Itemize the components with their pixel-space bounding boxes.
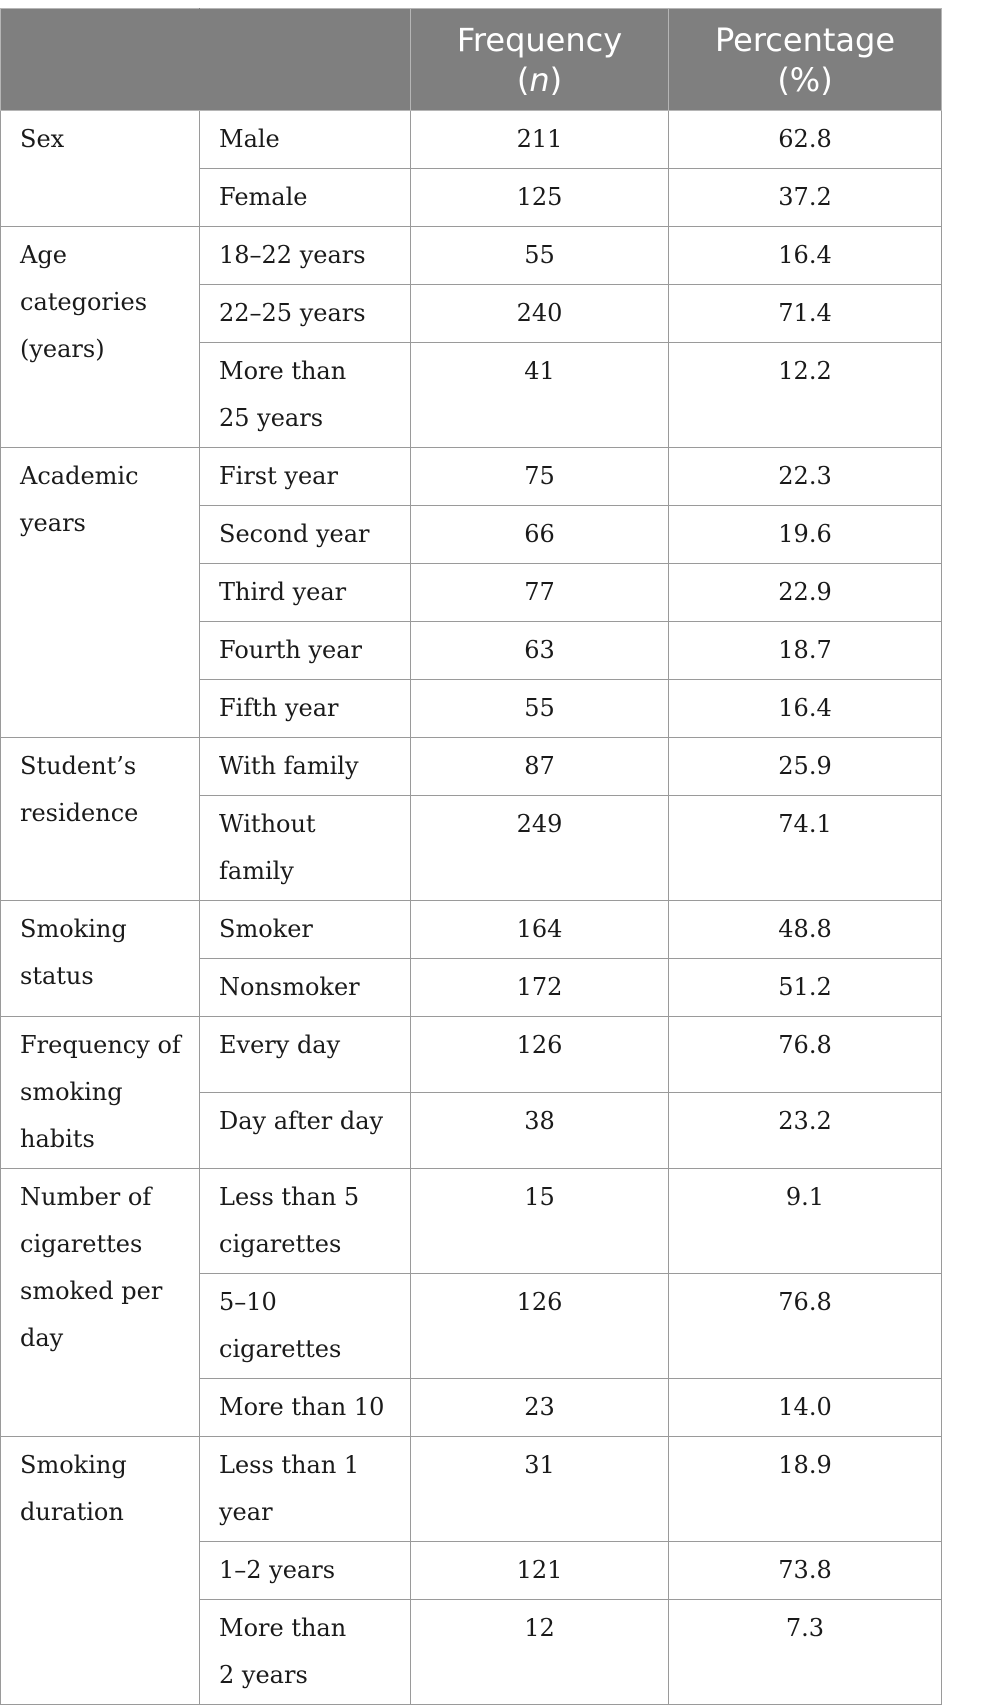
frequency-value: 66 (411, 506, 669, 564)
frequency-value: 63 (411, 622, 669, 680)
category-label: 18–22 years (200, 227, 411, 285)
percentage-value: 16.4 (669, 680, 942, 738)
frequency-value: 164 (411, 901, 669, 959)
percentage-value: 16.4 (669, 227, 942, 285)
variable-label: Academic years (1, 448, 200, 738)
category-label: Without family (200, 796, 411, 901)
frequency-value: 15 (411, 1169, 669, 1274)
frequency-value: 55 (411, 680, 669, 738)
category-label: 5–10 cigarettes (200, 1274, 411, 1379)
category-label: 1–2 years (200, 1542, 411, 1600)
percentage-value: 19.6 (669, 506, 942, 564)
category-label: More than 25 years (200, 343, 411, 448)
percentage-value: 18.9 (669, 1437, 942, 1542)
category-label: Male (200, 111, 411, 169)
variable-label: Sex (1, 111, 200, 227)
frequency-value: 38 (411, 1093, 669, 1169)
percentage-value: 71.4 (669, 285, 942, 343)
frequency-value: 121 (411, 1542, 669, 1600)
frequency-value: 75 (411, 448, 669, 506)
frequency-value: 126 (411, 1274, 669, 1379)
table-row (1, 738, 942, 796)
category-label: More than 2 years (200, 1600, 411, 1705)
demographics-table (0, 8, 942, 1705)
frequency-value: 55 (411, 227, 669, 285)
percentage-value: 9.1 (669, 1169, 942, 1274)
frequency-value: 31 (411, 1437, 669, 1542)
category-label: Third year (200, 564, 411, 622)
percentage-value: 73.8 (669, 1542, 942, 1600)
category-label: Less than 1 year (200, 1437, 411, 1542)
frequency-value: 240 (411, 285, 669, 343)
percentage-value: 23.2 (669, 1093, 942, 1169)
percentage-value: 51.2 (669, 959, 942, 1017)
variable-label: Smoking status (1, 901, 200, 1017)
category-label: Fourth year (200, 622, 411, 680)
percentage-value: 76.8 (669, 1017, 942, 1093)
table-header (1, 9, 942, 111)
frequency-value: 77 (411, 564, 669, 622)
frequency-value: 23 (411, 1379, 669, 1437)
header-row (1, 9, 942, 111)
header-percentage-unit: (%) (777, 60, 833, 99)
header-frequency-symbol: n (529, 60, 550, 99)
frequency-value: 172 (411, 959, 669, 1017)
category-label: Smoker (200, 901, 411, 959)
percentage-value: 12.2 (669, 343, 942, 448)
percentage-value: 22.9 (669, 564, 942, 622)
percentage-value: 25.9 (669, 738, 942, 796)
percentage-value: 74.1 (669, 796, 942, 901)
table-body (1, 111, 942, 1705)
table-row (1, 901, 942, 959)
table-row (1, 1169, 942, 1274)
table-row (1, 1437, 942, 1542)
table-row (1, 111, 942, 169)
frequency-value: 87 (411, 738, 669, 796)
category-label: Every day (200, 1017, 411, 1093)
table-row (1, 227, 942, 285)
frequency-value: 126 (411, 1017, 669, 1093)
header-frequency: Frequency (n) (411, 9, 669, 111)
percentage-value: 22.3 (669, 448, 942, 506)
category-label: First year (200, 448, 411, 506)
category-label: Fifth year (200, 680, 411, 738)
header-blank-variable (1, 9, 200, 111)
variable-label: Smoking duration (1, 1437, 200, 1705)
variable-label: Age categories (years) (1, 227, 200, 448)
percentage-value: 48.8 (669, 901, 942, 959)
category-label: 22–25 years (200, 285, 411, 343)
table-row (1, 1017, 942, 1093)
header-frequency-label: Frequency (456, 20, 623, 59)
percentage-value: 37.2 (669, 169, 942, 227)
category-label: Less than 5 cigarettes (200, 1169, 411, 1274)
frequency-value: 41 (411, 343, 669, 448)
variable-label: Number of cigarettes smoked per day (1, 1169, 200, 1437)
header-percentage (669, 9, 942, 111)
category-label: More than 10 (200, 1379, 411, 1437)
frequency-value: 125 (411, 169, 669, 227)
category-label: Day after day (200, 1093, 411, 1169)
variable-label: Frequency of smoking habits (1, 1017, 200, 1169)
frequency-value: 249 (411, 796, 669, 901)
percentage-value: 14.0 (669, 1379, 942, 1437)
category-label: Female (200, 169, 411, 227)
frequency-value: 12 (411, 1600, 669, 1705)
table-row (1, 448, 942, 506)
frequency-value: 211 (411, 111, 669, 169)
category-label: Second year (200, 506, 411, 564)
header-percentage-label: Percentage (714, 20, 895, 59)
category-label: Nonsmoker (200, 959, 411, 1017)
percentage-value: 7.3 (669, 1600, 942, 1705)
header-blank-category (200, 9, 411, 111)
variable-label: Student’s residence (1, 738, 200, 901)
percentage-value: 18.7 (669, 622, 942, 680)
percentage-value: 76.8 (669, 1274, 942, 1379)
table-container (0, 8, 942, 1705)
category-label: With family (200, 738, 411, 796)
percentage-value: 62.8 (669, 111, 942, 169)
